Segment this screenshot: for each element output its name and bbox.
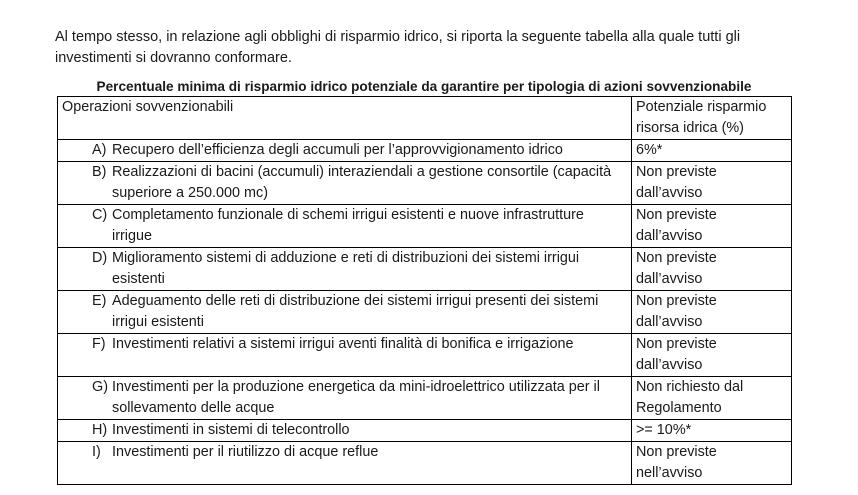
table-row — [58, 205, 792, 248]
table-header-row — [58, 97, 792, 140]
row-letter: C) — [92, 207, 108, 223]
row-operation: Completamento funzionale di schemi irrigui esistenti e nuove infrastrutture irrigue — [112, 207, 584, 244]
row-letter: H) — [92, 422, 108, 438]
table-title: Percentuale minima di risparmio idrico potenziale da garantire per tipologia di azioni sovvenzionabile — [96, 79, 752, 94]
row-letter: F) — [92, 336, 106, 352]
row-operation: Investimenti in sistemi di telecontrollo — [112, 422, 350, 438]
row-potential: Non previste dall’avviso — [632, 291, 792, 334]
row-potential: 6%* — [632, 140, 792, 162]
table-row — [58, 140, 792, 162]
header-operations: Operazioni sovvenzionabili — [58, 97, 632, 140]
table-row — [58, 162, 792, 205]
row-letter: B) — [92, 164, 107, 180]
row-letter: E) — [92, 293, 107, 309]
savings-table — [57, 96, 792, 485]
row-operation: Investimenti relativi a sistemi irrigui aventi finalità di bonifica e irrigazione — [112, 336, 574, 352]
table-row — [58, 334, 792, 377]
row-operation: Miglioramento sistemi di adduzione e reti di distribuzioni dei sistemi irrigui esistenti — [112, 250, 580, 287]
table-row — [58, 377, 792, 420]
row-operation: Investimenti per il riutilizzo di acque reflue — [112, 444, 379, 460]
row-operation: Recupero dell’efficienza degli accumuli per l’approvvigionamento idrico — [112, 142, 563, 158]
row-potential: Non previste dall’avviso — [632, 162, 792, 205]
row-letter: G) — [92, 379, 108, 395]
row-letter: D) — [92, 250, 108, 266]
row-letter: I) — [92, 444, 101, 460]
row-potential: Non previste dall’avviso — [632, 205, 792, 248]
table-row — [58, 291, 792, 334]
row-potential: >= 10%* — [632, 420, 792, 442]
row-letter: A) — [92, 142, 107, 158]
table-body — [58, 140, 792, 485]
header-potential-savings: Potenziale risparmio risorsa idrica (%) — [632, 97, 792, 140]
row-operation: Adeguamento delle reti di distribuzione dei sistemi irrigui presenti dei sistemi irrigui esistenti — [112, 293, 599, 330]
row-potential: Non previste nell’avviso — [632, 442, 792, 485]
table-row — [58, 420, 792, 442]
row-potential: Non previste dall’avviso — [632, 334, 792, 377]
table-row — [58, 248, 792, 291]
row-operation: Realizzazioni di bacini (accumuli) interaziendali a gestione consortile (capacità superiore a 250.000 mc) — [112, 164, 612, 201]
row-potential: Non previste dall’avviso — [632, 248, 792, 291]
row-operation: Investimenti per la produzione energetica da mini-idroelettrico utilizzata per il sollevamento delle acque — [112, 379, 600, 416]
table-row — [58, 442, 792, 485]
intro-paragraph: Al tempo stesso, in relazione agli obblighi di risparmio idrico, si riporta la seguente tabella alla quale tutti gli investimenti si dovranno conformare. — [55, 28, 741, 66]
row-potential: Non richiesto dal Regolamento — [632, 377, 792, 420]
